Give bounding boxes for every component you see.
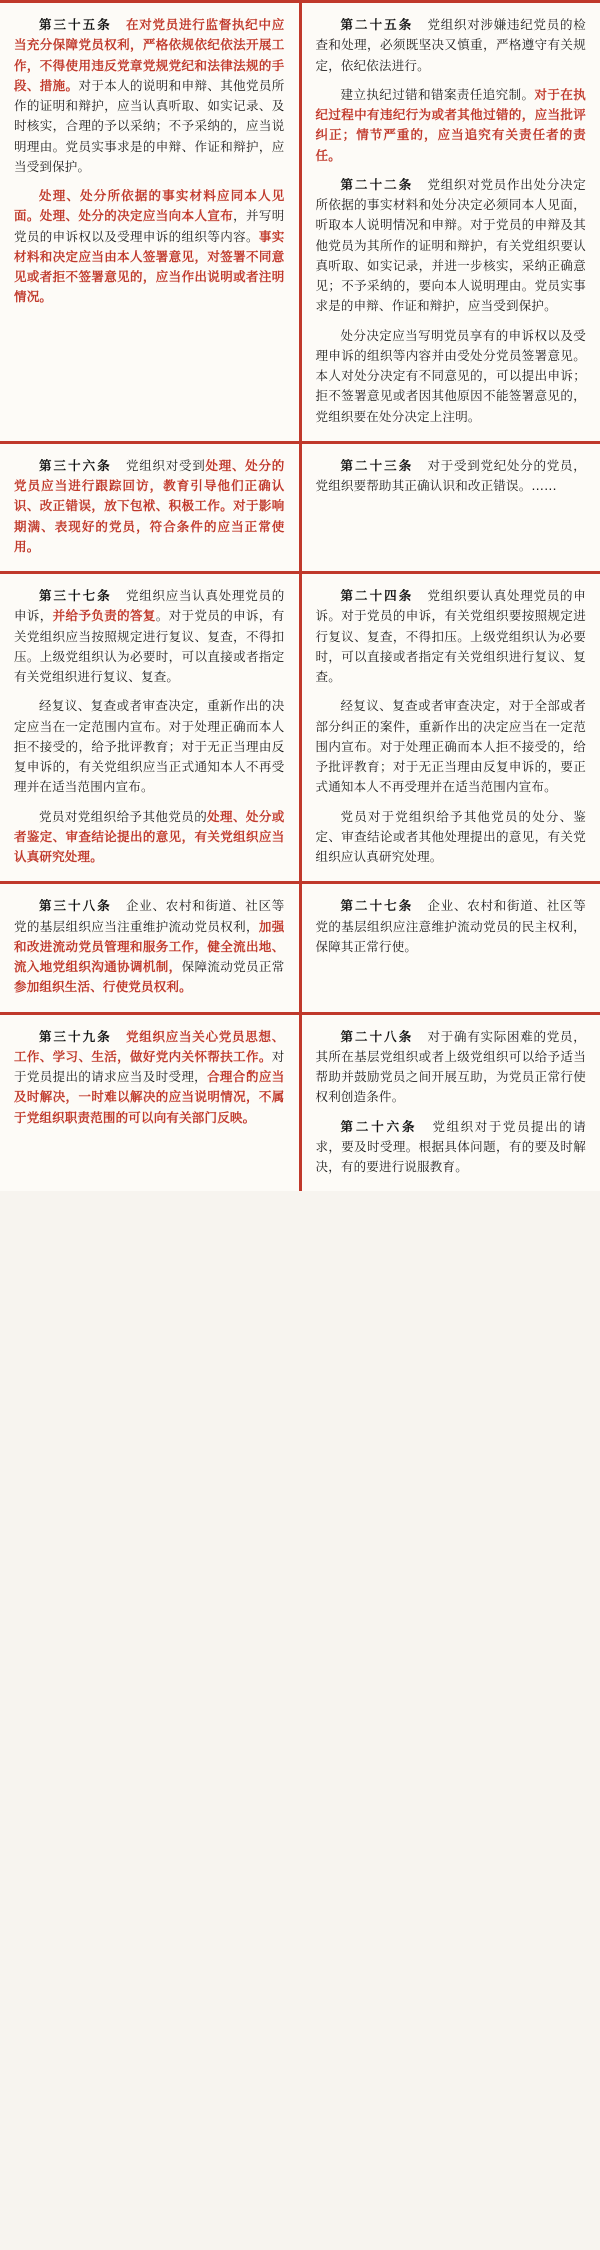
- emphasized-text: 或者注明情况。: [14, 269, 285, 305]
- article-number: 第二十三条: [340, 457, 414, 473]
- emphasized-text: 处理、处分或者鉴定、审查结论提出的意见，有关党组织应当认真研究处理。: [14, 808, 285, 864]
- paragraph: [316, 1027, 587, 1108]
- emphasized-text: 处理、处分的决定应当: [39, 208, 169, 224]
- body-text: 对于确有实际困难的党员，其所在基层党组织或者上级党组织可以给予适当帮助并鼓励党员之间开展互助，为党员正常行使权利创造条件。: [315, 1028, 586, 1105]
- emphasized-text: 对于在执纪过程中有违纪行为或者其他过错的，应当批评纠正；情节严重的，应当追究有关责任者的责任。: [315, 86, 586, 163]
- paragraph: [316, 586, 587, 687]
- body-text: 对于党员提出的请求应当及时受理，: [14, 1048, 285, 1084]
- article-number: 第二十八条: [340, 1028, 414, 1044]
- emphasized-text: 应当进行跟踪回访，教育引导他们: [41, 478, 245, 493]
- new-regulation-cell: [0, 883, 300, 1013]
- old-regulation-cell: [300, 883, 600, 1013]
- old-regulation-cell: [300, 573, 600, 883]
- emphasized-text: 党组织应当关心党员思想、工作、学习、生活，做好党内关怀帮扶工作。: [14, 1028, 285, 1064]
- body-text: 建立执纪过错和错案责任追究制。: [340, 86, 535, 102]
- emphasized-text: 向本人宣布: [168, 208, 234, 224]
- body-text: 保障流动党员正常: [181, 959, 285, 974]
- paragraph: [316, 326, 587, 427]
- paragraph: [14, 1027, 285, 1128]
- table-row: [0, 3, 600, 442]
- paragraph: [14, 586, 285, 687]
- article-number: 第三十八条: [39, 898, 112, 914]
- paragraph: [14, 186, 285, 308]
- article-number: 第三十七条: [39, 588, 112, 603]
- paragraph: [316, 15, 587, 76]
- article-number: 第二十六条: [340, 1118, 418, 1134]
- new-regulation-cell: [0, 3, 300, 442]
- body-text: 党组织应当认真处理党员的申诉，: [14, 588, 285, 624]
- article-number: 第二十二条: [340, 176, 414, 192]
- body-text: 党员对于党组织给予其他党员的处分、鉴定、审查结论或者其他处理提出的意见，有关党组织应认真研究处理。: [315, 808, 586, 864]
- body-text: 对于本人的说明和申辩、其他党员所作的证明和辩护，应当认真听取、如实记录、及时核实，合理的予以采纳；不予采纳的，应当说明理由。党员实事求是的申辩、作证和辩护，应当受到保护。: [14, 77, 285, 174]
- paragraph: [14, 807, 285, 868]
- paragraph: [14, 696, 285, 797]
- body-text: ，并写明党员的申诉权以及受理申诉的组织等内容。: [14, 208, 285, 244]
- body-text: 处分决定应当写明党员享有的申诉权以及受理申诉的组织等内容并由受处分党员签署意见。本人对处分决定有不同意见的，可以提出申诉；拒不签署意见或者因其他原因不能签署意见的，党组织要在处分决定上注明。: [315, 327, 586, 424]
- emphasized-text: 正确认识、改正错误，放下包袱、积极工作。对于影响期满、表现好的党员，符合条件的应当正常使用。: [14, 478, 285, 554]
- emphasized-text: 开展工作，: [14, 37, 285, 73]
- table-body: [0, 3, 600, 1191]
- table-row: [0, 442, 600, 572]
- table-row: [0, 573, 600, 883]
- emphasized-text: 健全流出地、流入地党组织沟通协调机制，: [14, 938, 285, 974]
- body-text: 党组织对受到: [125, 457, 206, 473]
- body-text: 对于受到党纪处分的党员，党组织要帮助其正确认识和改正错误。……: [315, 457, 586, 493]
- emphasized-text: 不属于党组织职责范围的可以向有关部门反映。: [14, 1089, 285, 1125]
- paragraph: [316, 896, 587, 957]
- old-regulation-cell: [300, 1013, 600, 1191]
- paragraph: [14, 456, 285, 557]
- emphasized-text: 签署不同意见: [14, 248, 285, 284]
- emphasized-text: 一时难以解决的应当说明情况，: [78, 1089, 259, 1105]
- emphasized-text: 处理、处分所依据的事实材料应同本人见面。: [14, 188, 285, 224]
- paragraph: [316, 456, 587, 497]
- emphasized-text: 或者拒不签署意见的，应当: [26, 269, 182, 284]
- emphasized-text: 不得使用违反党章党规党纪和法律法规的手段、措施。: [14, 57, 285, 93]
- body-text: 党组织对涉嫌违纪党员的检查和处理，必须既坚决又慎重，严格遵守有关规定，依纪依法进行。: [315, 17, 586, 73]
- paragraph: [316, 807, 587, 868]
- new-regulation-cell: [0, 1013, 300, 1191]
- paragraph: [14, 896, 285, 997]
- paragraph: [316, 175, 587, 317]
- emphasized-text: 参加组织生活、行使党员权利。: [14, 979, 192, 995]
- body-text: 经复议、复查或者审查决定，对于全部或者部分纠正的案件，重新作出的决定应当在一定范围内宣布。对于处理正确而本人拒不接受的，给予批评教育；对于无正当理由反复申诉的，要正式通知本人不再受理并在适当范围内宣布。: [315, 698, 586, 795]
- body-text: 企业、农村和街道、社区等党的基层组织应注意维护流动党员的民主权利，保障其正常行使。: [315, 898, 586, 954]
- paragraph: [316, 696, 587, 797]
- body-text: 党员对党组织给予其他党员的: [39, 808, 208, 824]
- paragraph: [316, 85, 587, 166]
- emphasized-text: 加强和改进流动党员管理和服务工作，: [14, 918, 285, 954]
- article-number: 第三十五条: [39, 17, 112, 32]
- emphasized-text: 在对党员进行监督执纪中应当充分保障党员权利，: [14, 17, 285, 53]
- body-text: 。对于党员的申诉，有关党组织应当按照规定进行复议、复查，不得扣压。上级党组织认为必要时，可以直接或者指定有关党组织进行复议、复查。: [14, 608, 285, 684]
- comparison-table: [0, 3, 600, 1191]
- article-number: 第二十七条: [340, 898, 414, 914]
- body-text: 党组织要认真处理党员的申诉。对于党员的申诉，有关党组织要按照规定进行复议、复查，不得扣压。上级党组织认为必要时，可以直接或者指定有关党组织进行复议、复查。: [315, 588, 586, 684]
- paragraph: [316, 1117, 587, 1178]
- emphasized-text: 并给予负责的答复: [52, 608, 156, 624]
- article-number: 第二十四条: [340, 588, 414, 603]
- new-regulation-cell: [0, 442, 300, 572]
- emphasized-text: 严格依规依纪依法: [142, 37, 246, 53]
- old-regulation-cell: [300, 442, 600, 572]
- emphasized-text: 处理、处分的党员: [14, 457, 285, 493]
- emphasized-text: 合理合ާ的应当及时解决，: [14, 1069, 285, 1105]
- emphasized-text: 事实材料和决定应当由本人签署意见，对: [14, 228, 285, 264]
- table-row: [0, 883, 600, 1013]
- paragraph: [14, 15, 285, 177]
- body-text: 经复议、复查或者审查决定，重新作出的决定应当在一定范围内宣布。对于处理正确而本人拒不接受的，给予批评教育；对于无正当理由反复申诉的，有关党组织应当正式通知本人不再受理并在适当范围内宣布。: [14, 698, 285, 795]
- article-number: 第三十六条: [39, 457, 112, 473]
- table-row: [0, 1013, 600, 1191]
- old-regulation-cell: [300, 3, 600, 442]
- article-number: 第二十五条: [340, 17, 414, 32]
- emphasized-text: 作出说明: [181, 269, 234, 284]
- body-text: 企业、农村和街道、社区等党的基层组织应当注重维护流动党员权利，: [14, 898, 285, 934]
- article-number: 第三十九条: [39, 1028, 112, 1044]
- body-text: 党组织对于党员提出的请求，要及时受理。根据具体问题，有的要及时解决，有的要进行说服教育。: [315, 1118, 586, 1174]
- body-text: 党组织对党员作出处分决定所依据的事实材料和处分决定必须同本人见面，听取本人说明情况和申辩。对于党员的申辩及其他党员为其所作的证明和辩护，有关党组织要认真听取、如实记录，并进一步核实，采纳正确意见；不予采纳的，要向本人说明理由。党员实事求是的申辩、作证和辩护，应当受到保护。: [315, 176, 586, 314]
- new-regulation-cell: [0, 573, 300, 883]
